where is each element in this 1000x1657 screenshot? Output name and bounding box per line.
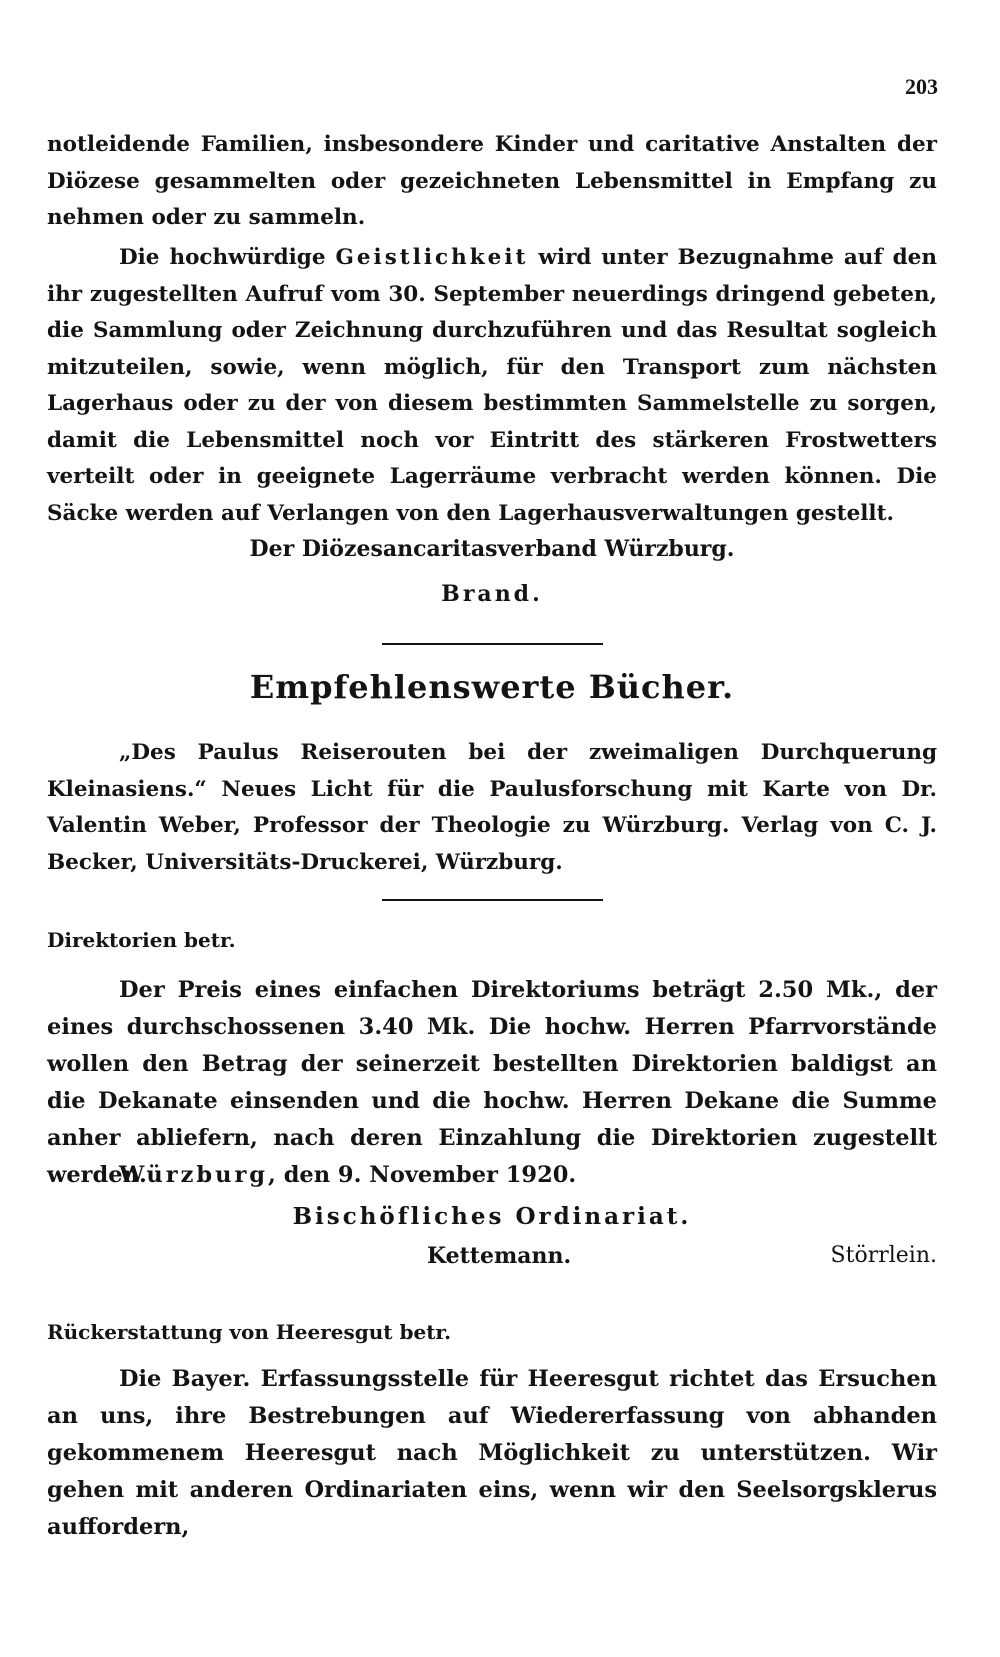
books-heading: Empfehlenswerte Bücher.: [249, 668, 735, 706]
directories-subhead: Direktorien betr.: [47, 928, 236, 952]
clergy-paragraph-rest: wird unter Bezugnahme auf den ihr zugestellten Aufruf vom 30. September neuerdings dringend gebeten, die Sammlung oder Zeichnung durchzuführen und das Resultat sogleich mitzuteilen, sowie, wenn möglich, für den Transport zum nächsten Lagerhaus oder zu der von diesem bestimmten Sammelstelle zu sorgen, damit die Lebensmittel noch vor Eintritt des stärkeren Frostwetters verteilt oder in geeignete Lagerräume verbracht werden können. Die Säcke werden auf Verlangen von den Lagerhausverwaltungen gestellt.: [47, 245, 937, 526]
signer-left: Kettemann.: [427, 1243, 572, 1269]
date-line: [119, 1157, 919, 1194]
clergy-paragraph-block: [47, 240, 937, 532]
signer-right: Störrlein.: [830, 1243, 937, 1268]
section-divider-1: [382, 643, 603, 645]
directories-paragraph: Der Preis eines einfachen Direktoriums beträgt 2.50 Mk., der eines durchschossenen 3.40 Mk. Die hochw. Herren Pfarrvorstände wollen den Betrag der seinerzeit bestellten Direktorien baldigst an die Dekanate einsenden und die hochw. Herren Dekane die Summe anher abliefern, nach deren Einzahlung die Direktorien zugestellt werden.: [47, 977, 937, 1188]
clergy-paragraph: [47, 240, 937, 532]
army-paragraph: Die Bayer. Erfassungsstelle für Heeresgut richtet das Ersuchen an uns, ihre Bestrebungen auf Wiedererfassung von abhanden gekommenem Heeresgut nach Möglichkeit zu unterstützen. Wir gehen mit anderen Ordinariaten eins, wenn wir den Seelsorgsklerus auffordern,: [47, 1366, 937, 1540]
signature-association: Der Diözesancaritasverband Würzburg.: [249, 536, 735, 562]
ordinariate: Bischöfliches Ordinariat.: [292, 1203, 692, 1230]
army-subhead: Rückerstattung von Heeresgut betr.: [47, 1320, 452, 1344]
intro-paragraph: notleidende Familien, insbesondere Kinder und caritative Anstalten der Diözese gesammelten oder gezeichneten Lebensmittel in Empfang zu nehmen oder zu sammeln.: [47, 132, 937, 230]
date-line-date: , den 9. November 1920.: [268, 1162, 577, 1188]
army-paragraph-block: [47, 1361, 937, 1546]
clergy-paragraph-start: Die hochwürdige: [119, 245, 336, 270]
clergy-paragraph-emphasis: Geistlichkeit: [335, 245, 529, 270]
signature-brand: Brand.: [441, 581, 543, 607]
date-line-place: Würzburg: [119, 1162, 269, 1188]
intro-paragraph-block: [47, 127, 937, 237]
books-paragraph: „Des Paulus Reiserouten bei der zweimaligen Durchquerung Kleinasiens.“ Neues Licht für die Paulusforschung mit Karte von Dr. Valentin Weber, Professor der Theologie zu Würzburg. Verlag von C. J. Becker, Universitäts-Druckerei, Würzburg.: [47, 740, 937, 875]
books-paragraph-block: [47, 735, 937, 881]
page-number: 203: [905, 74, 938, 99]
section-divider-2: [382, 899, 603, 901]
